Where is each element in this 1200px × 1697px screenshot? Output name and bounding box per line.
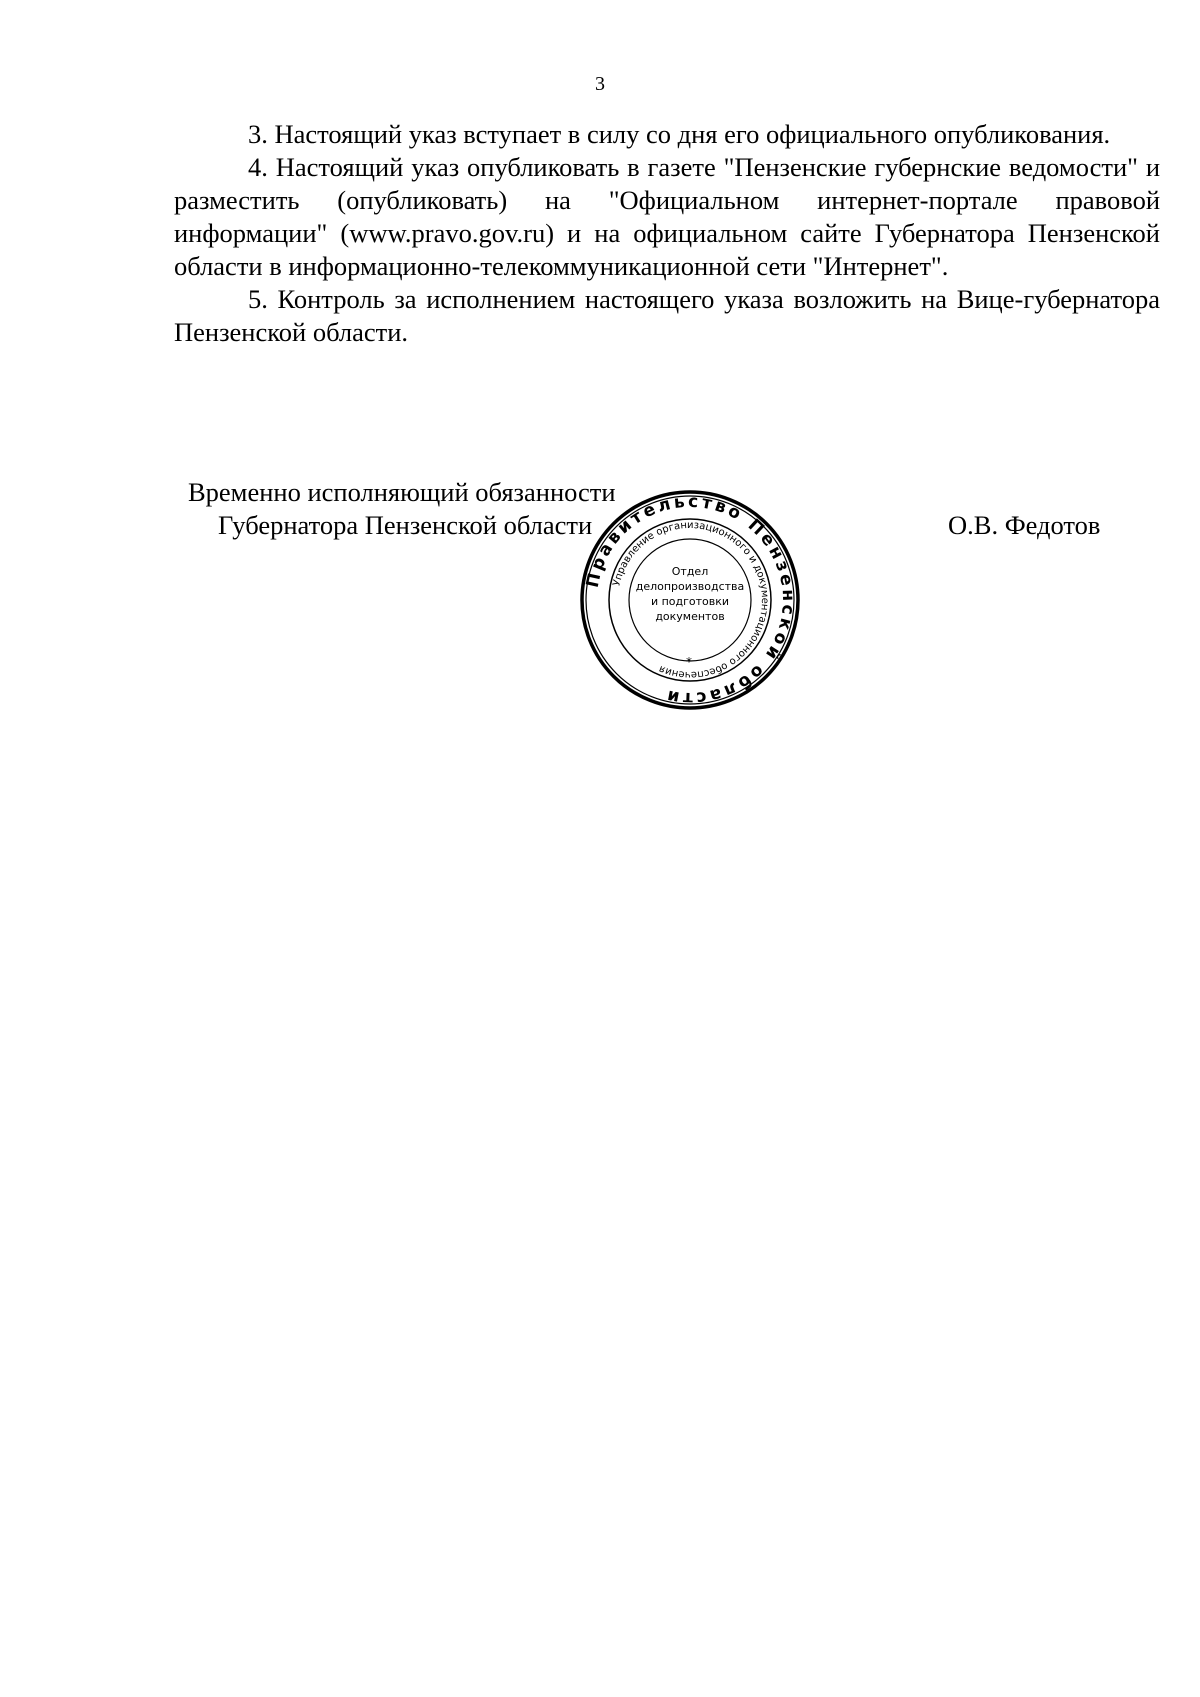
- signer-position-line-1: Временно исполняющий обязанности: [188, 477, 616, 507]
- seal-inner-ring-text: Управление организационного и документационного обеспечения: [611, 519, 771, 681]
- seal-center-line-3: и подготовки: [650, 595, 730, 608]
- paragraph-5: 5. Контроль за исполнением настоящего указа возложить на Вице-губернатора Пензенской области.: [174, 284, 1160, 347]
- seal-star-icon: *: [686, 655, 692, 669]
- seal-center-line-1: Отдел: [671, 565, 709, 578]
- signer-position-line-2: Губернатора Пензенской области: [218, 510, 593, 540]
- seal-center-line-4: документов: [655, 610, 725, 623]
- paragraph-3: 3. Настоящий указ вступает в силу со дня его официального опубликования.: [248, 119, 1111, 149]
- seal-outer-ring-text: Правительство Пензенской области: [582, 491, 799, 709]
- signer-name: О.В. Федотов: [948, 510, 1101, 540]
- document-body: [174, 118, 1160, 349]
- paragraph-4: 4. Настоящий указ опубликовать в газете "Пензенские губернские ведомости" и разместить (опубликовать) на "Официальном интернет-портале правовой информации" (www.pravo.gov.ru) и на официальном сайте Губернатора Пензенской области в информационно-телекоммуникационной сети "Интернет".: [174, 152, 1160, 281]
- official-seal-stamp: [578, 488, 802, 712]
- seal-graphic: [578, 488, 802, 712]
- page-number: 3: [595, 73, 605, 95]
- seal-center-line-2: делопроизводства: [635, 580, 745, 593]
